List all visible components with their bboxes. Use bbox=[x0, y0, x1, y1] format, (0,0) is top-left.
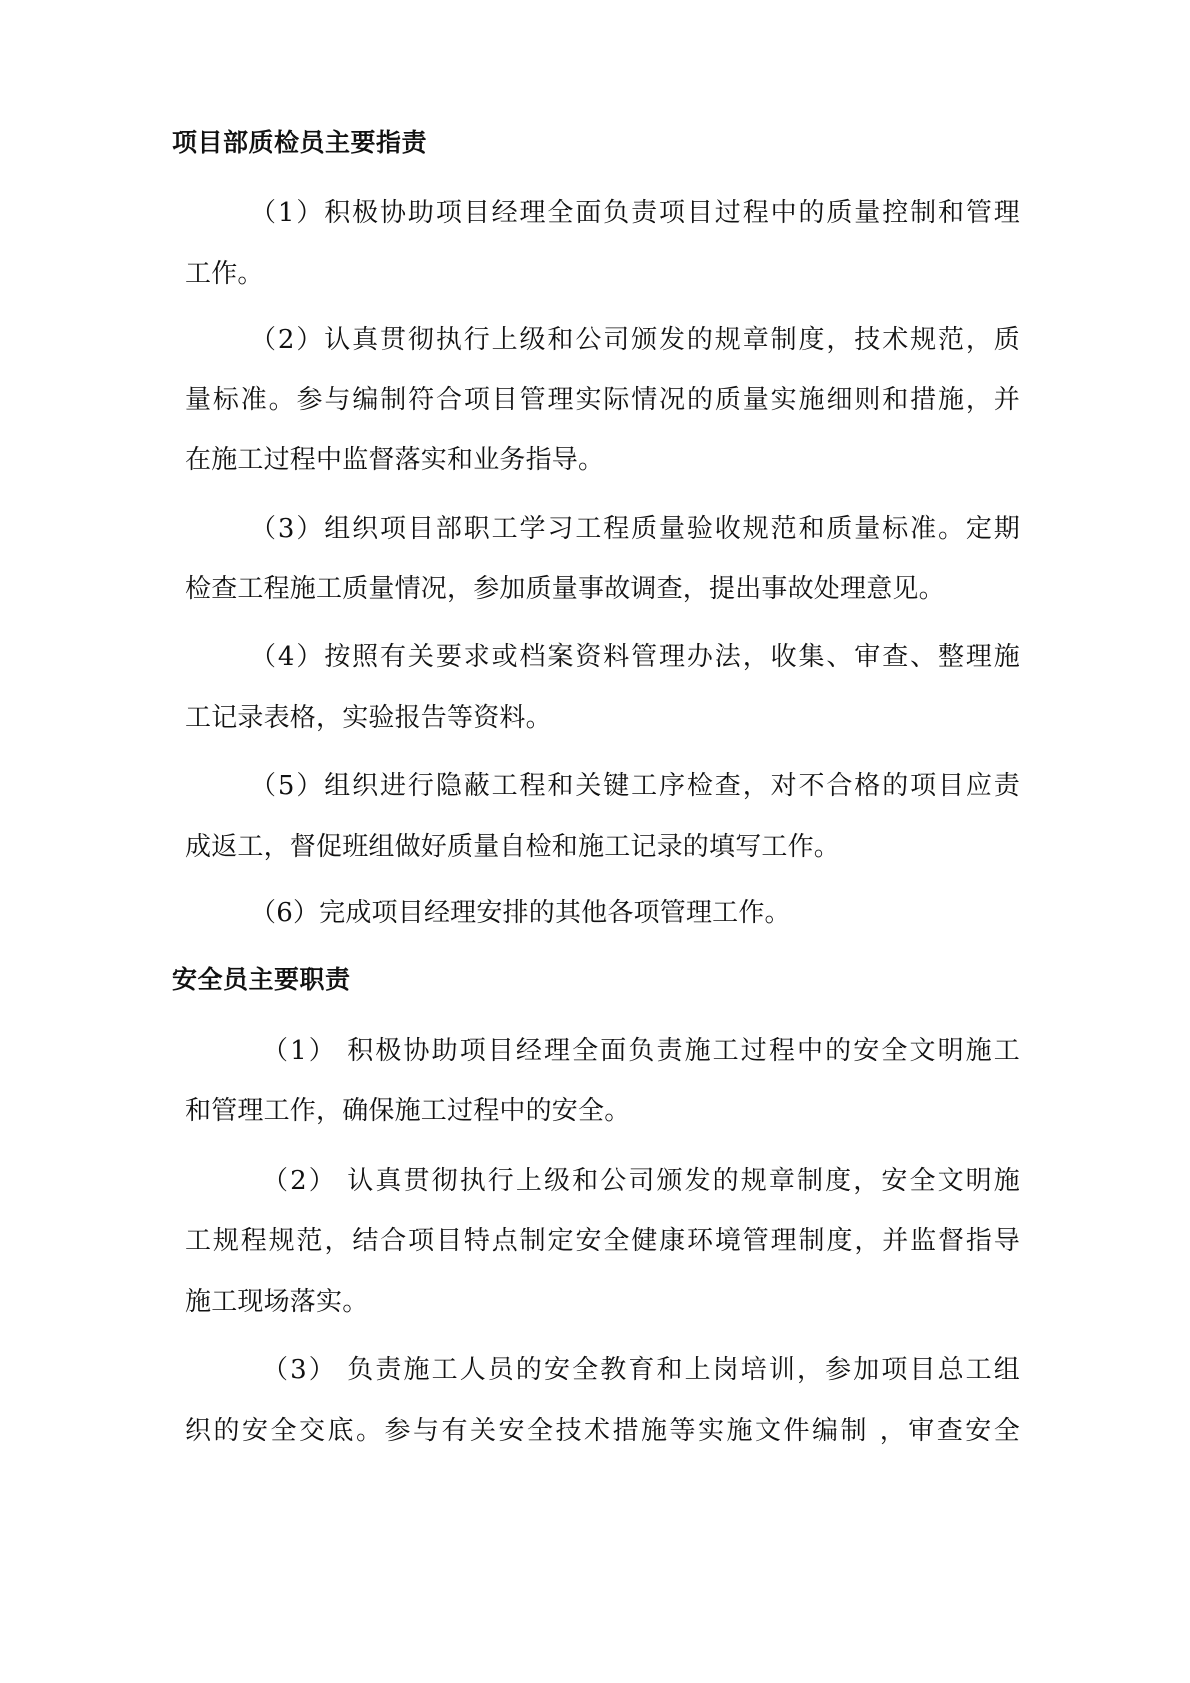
paragraph-line: （1） 积极协助项目经理全面负责施工过程中的安全文明施工 bbox=[262, 1036, 1020, 1066]
paragraph-line: 和管理工作，确保施工过程中的安全。 bbox=[185, 1096, 631, 1126]
paragraph-line: （3）组织项目部职工学习工程质量验收规范和质量标准。定期 bbox=[250, 514, 1020, 544]
paragraph-line: （6）完成项目经理安排的其他各项管理工作。 bbox=[250, 898, 791, 928]
paragraph-line: （1）积极协助项目经理全面负责项目过程中的质量控制和管理 bbox=[250, 198, 1020, 228]
paragraph-line: （5）组织进行隐蔽工程和关键工序检查，对不合格的项目应责 bbox=[250, 771, 1020, 801]
paragraph-line: 工规程规范，结合项目特点制定安全健康环境管理制度，并监督指导 bbox=[185, 1226, 1020, 1256]
paragraph-line: 施工现场落实。 bbox=[185, 1287, 369, 1317]
paragraph-line: （2）认真贯彻执行上级和公司颁发的规章制度，技术规范，质 bbox=[250, 325, 1020, 355]
paragraph-line: 检查工程施工质量情况，参加质量事故调查，提出事故处理意见。 bbox=[185, 574, 945, 604]
paragraph-line: 量标准。参与编制符合项目管理实际情况的质量实施细则和措施，并 bbox=[185, 385, 1020, 415]
paragraph-line: 成返工，督促班组做好质量自检和施工记录的填写工作。 bbox=[185, 832, 841, 862]
paragraph-line: 在施工过程中监督落实和业务指导。 bbox=[185, 445, 605, 475]
paragraph-line: （2） 认真贯彻执行上级和公司颁发的规章制度，安全文明施 bbox=[262, 1166, 1020, 1196]
section-heading-safety-officer: 安全员主要职责 bbox=[172, 965, 351, 994]
paragraph-line: （3） 负责施工人员的安全教育和上岗培训，参加项目总工组 bbox=[262, 1355, 1020, 1385]
paragraph-line: 织的安全交底。参与有关安全技术措施等实施文件编制 ，审查安全 bbox=[185, 1416, 1020, 1446]
paragraph-line: 工记录表格，实验报告等资料。 bbox=[185, 703, 552, 733]
paragraph-line: 工作。 bbox=[185, 259, 264, 289]
paragraph-line: （4）按照有关要求或档案资料管理办法，收集、审查、整理施 bbox=[250, 642, 1020, 672]
section-heading-quality-inspector: 项目部质检员主要指责 bbox=[172, 128, 428, 157]
